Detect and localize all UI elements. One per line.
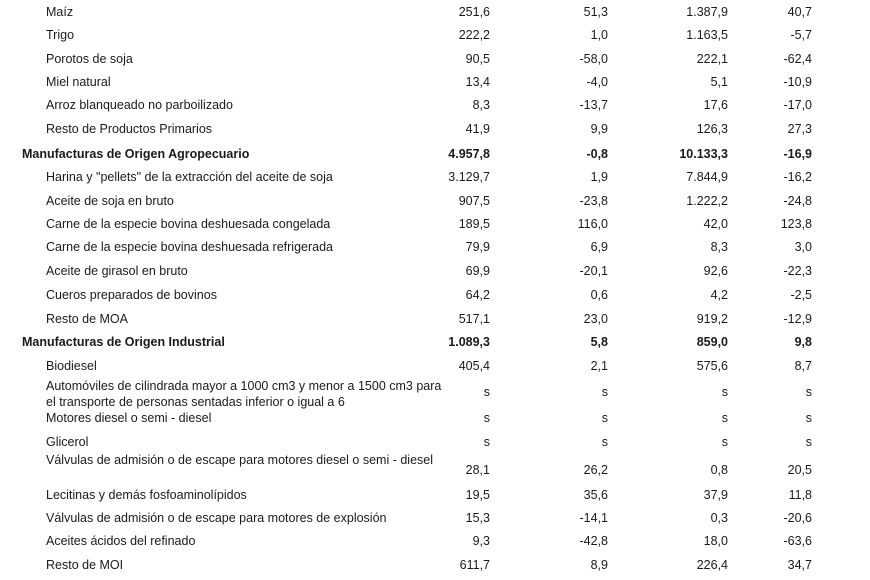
value-col-4: -22,3 — [783, 264, 812, 278]
value-col-4: 8,7 — [794, 359, 812, 373]
value-col-2: s — [601, 385, 608, 399]
row-label: Lecitinas y demás fosfoaminolípidos — [46, 488, 247, 502]
value-col-4: -16,2 — [783, 170, 812, 184]
value-col-1: 907,5 — [458, 194, 490, 208]
value-col-3: s — [721, 435, 728, 449]
value-col-1: s — [483, 385, 490, 399]
row-label: Manufacturas de Origen Industrial — [22, 335, 225, 349]
value-col-3: 42,0 — [703, 217, 728, 231]
value-col-3: s — [721, 411, 728, 425]
value-col-3: 92,6 — [703, 264, 728, 278]
value-col-4: -12,9 — [783, 312, 812, 326]
value-col-1: s — [483, 435, 490, 449]
value-col-3: 126,3 — [696, 122, 728, 136]
value-col-1: 189,5 — [458, 217, 490, 231]
row-label: Carne de la especie bovina deshuesada refrigerada — [46, 240, 333, 254]
value-col-2: -42,8 — [579, 534, 608, 548]
value-col-4: 11,8 — [788, 488, 812, 502]
value-col-4: -62,4 — [783, 52, 812, 66]
value-col-4: 40,7 — [787, 5, 812, 19]
value-col-2: 6,9 — [590, 240, 608, 254]
value-col-1: 405,4 — [458, 359, 490, 373]
value-col-4: -17,0 — [783, 98, 812, 112]
value-col-4: s — [805, 411, 812, 425]
value-col-1: 8,3 — [472, 98, 490, 112]
row-label: Aceite de girasol en bruto — [46, 264, 188, 278]
value-col-2: 5,8 — [590, 335, 608, 349]
value-col-4: 9,8 — [794, 335, 812, 349]
value-col-3: 1.222,2 — [686, 194, 728, 208]
row-label: Harina y "pellets" de la extracción del aceite de soja — [46, 170, 333, 184]
value-col-3: 919,2 — [696, 312, 728, 326]
row-label: Arroz blanqueado no parboilizado — [46, 98, 233, 112]
value-col-2: s — [601, 411, 608, 425]
row-label: Resto de MOA — [46, 312, 128, 326]
value-col-4: 34,7 — [787, 558, 812, 572]
value-col-2: 35,6 — [583, 488, 608, 502]
value-col-2: -20,1 — [579, 264, 608, 278]
value-col-3: 859,0 — [696, 335, 728, 349]
value-col-2: -58,0 — [579, 52, 608, 66]
value-col-2: -4,0 — [586, 75, 608, 89]
value-col-3: 575,6 — [696, 359, 728, 373]
value-col-1: 611,7 — [459, 558, 490, 572]
row-label: Automóviles de cilindrada mayor a 1000 cm3 y menor a 1500 cm3 para el transporte de personas sentadas inferior o igual a 6 — [46, 379, 442, 409]
value-col-3: 0,8 — [710, 463, 728, 477]
value-col-3: 17,6 — [703, 98, 728, 112]
value-col-2: -23,8 — [579, 194, 608, 208]
row-label: Válvulas de admisión o de escape para motores de explosión — [46, 511, 387, 525]
row-label: Miel natural — [46, 75, 111, 89]
value-col-2: 8,9 — [590, 558, 608, 572]
value-col-3: 222,1 — [696, 52, 728, 66]
row-label: Carne de la especie bovina deshuesada congelada — [46, 217, 331, 231]
value-col-1: 4.957,8 — [448, 147, 490, 161]
row-label: Motores diesel o semi - diesel — [46, 411, 212, 425]
value-col-4: 3,0 — [794, 240, 812, 254]
value-col-4: -10,9 — [783, 75, 812, 89]
value-col-3: 37,9 — [703, 488, 728, 502]
value-col-3: 226,4 — [696, 558, 728, 572]
row-label: Glicerol — [46, 435, 89, 449]
value-col-1: 9,3 — [472, 534, 490, 548]
value-col-1: 28,1 — [465, 463, 490, 477]
value-col-1: 3.129,7 — [448, 170, 490, 184]
value-col-4: -20,6 — [783, 511, 812, 525]
value-col-1: 15,3 — [465, 511, 490, 525]
value-col-2: -13,7 — [579, 98, 608, 112]
value-col-3: 0,3 — [710, 511, 728, 525]
value-col-1: 79,9 — [465, 240, 490, 254]
value-col-4: -5,7 — [790, 28, 812, 42]
row-label: Válvulas de admisión o de escape para motores diesel o semi - diesel — [46, 453, 434, 467]
value-col-1: 64,2 — [465, 288, 490, 302]
value-col-4: s — [805, 435, 812, 449]
value-col-2: 51,3 — [583, 5, 608, 19]
row-label: Trigo — [46, 28, 75, 42]
row-label: Maíz — [46, 5, 74, 19]
value-col-3: 5,1 — [710, 75, 728, 89]
row-label: Porotos de soja — [46, 52, 133, 66]
value-col-2: 9,9 — [590, 122, 608, 136]
value-col-4: 20,5 — [787, 463, 812, 477]
row-label: Biodiesel — [46, 359, 97, 373]
row-label: Resto de Productos Primarios — [46, 122, 213, 136]
value-col-1: 19,5 — [465, 488, 490, 502]
value-col-4: -63,6 — [783, 534, 812, 548]
row-label: Resto de MOI — [46, 558, 124, 572]
value-col-4: -16,9 — [783, 147, 812, 161]
value-col-1: 41,9 — [465, 122, 490, 136]
value-col-4: 123,8 — [780, 217, 812, 231]
value-col-4: -2,5 — [790, 288, 812, 302]
row-label: Cueros preparados de bovinos — [46, 288, 217, 302]
value-col-3: 18,0 — [703, 534, 728, 548]
value-col-1: 13,4 — [465, 75, 490, 89]
row-label: Aceite de soja en bruto — [46, 194, 174, 208]
value-col-4: -24,8 — [783, 194, 812, 208]
value-col-3: s — [721, 385, 728, 399]
value-col-1: 69,9 — [465, 264, 490, 278]
value-col-1: 222,2 — [458, 28, 490, 42]
value-col-1: 251,6 — [458, 5, 490, 19]
value-col-2: 1,9 — [590, 170, 608, 184]
value-col-3: 1.387,9 — [686, 5, 728, 19]
value-col-2: 116,0 — [577, 217, 608, 231]
value-col-2: 26,2 — [583, 463, 608, 477]
value-col-3: 4,2 — [710, 288, 728, 302]
value-col-2: 0,6 — [590, 288, 608, 302]
value-col-3: 1.163,5 — [686, 28, 728, 42]
value-col-1: 1.089,3 — [448, 335, 490, 349]
value-col-1: s — [483, 411, 490, 425]
row-label: Aceites ácidos del refinado — [46, 534, 196, 548]
value-col-4: 27,3 — [787, 122, 812, 136]
value-col-4: s — [805, 385, 812, 399]
value-col-3: 7.844,9 — [686, 170, 728, 184]
value-col-3: 10.133,3 — [679, 147, 728, 161]
value-col-2: 2,1 — [590, 359, 608, 373]
value-col-2: 23,0 — [583, 312, 608, 326]
value-col-3: 8,3 — [710, 240, 728, 254]
value-col-1: 517,1 — [458, 312, 490, 326]
row-label: Manufacturas de Origen Agropecuario — [22, 147, 250, 161]
value-col-2: -14,1 — [579, 511, 608, 525]
value-col-2: 1,0 — [590, 28, 608, 42]
value-col-2: s — [601, 435, 608, 449]
value-col-2: -0,8 — [586, 147, 608, 161]
value-col-1: 90,5 — [465, 52, 490, 66]
